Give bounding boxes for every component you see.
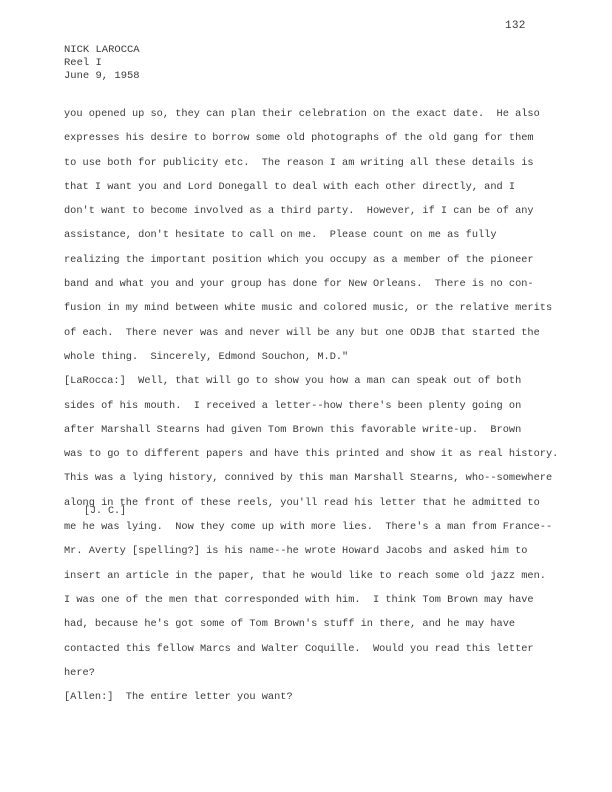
transcript-line: sides of his mouth. I received a letter--how there's been plenty going on (64, 399, 522, 412)
transcript-line: Mr. Averty [spelling?] is his name--he wrote Howard Jacobs and asked him to (64, 545, 528, 558)
transcript-line: had, because he's got some of Tom Brown's stuff in there, and he may have (64, 618, 516, 631)
transcript-line: that I want you and Lord Donegall to deal with each other directly, and I (64, 180, 516, 193)
transcript-line: of each. There never was and never will be any but one ODJB that started the (64, 326, 540, 339)
transcript-body (64, 107, 559, 714)
transcript-line: realizing the important position which you occupy as a member of the pioneer (64, 253, 534, 266)
transcript-line: assistance, don't hesitate to call on me. Please count on me as fully (64, 229, 497, 242)
transcript-line: don't want to become involved as a third party. However, if I can be of any (64, 205, 534, 218)
transcript-line: you opened up so, they can plan their celebration on the exact date. He also (64, 108, 540, 120)
reel-label: Reel I (64, 57, 102, 69)
transcript-line: along in the front of these reels, you'll read his letter that he admitted to (64, 496, 540, 509)
transcript-line: after Marshall Stearns had given Tom Brown this favorable write-up. Brown (64, 423, 522, 436)
transcript-line: insert an article in the paper, that he would like to reach some old jazz men. (64, 569, 546, 582)
transcript-line: expresses his desire to borrow some old photographs of the old gang for them (64, 132, 534, 145)
transcript-line: fusion in my mind between white music and colored music, or the relative merits (64, 302, 553, 315)
transcript-line: to use both for publicity etc. The reason I am writing all these details is (64, 156, 534, 169)
transcript-line: This was a lying history, connived by this man Marshall Stearns, who--somewhere (64, 472, 553, 485)
transcript-line: was to go to different papers and have this printed and show it as real history. (64, 448, 559, 461)
transcript-line: me he was lying. Now they come up with more lies. There's a man from France-- (64, 521, 553, 534)
transcript-line: I was one of the men that corresponded with him. I think Tom Brown may have (64, 593, 534, 606)
interviewee-name: NICK LAROCCA (64, 44, 140, 56)
transcript-line: contacted this fellow Marcs and Walter Coquille. Would you read this letter (64, 642, 534, 655)
transcript-line: [LaRocca:] Well, that will go to show you how a man can speak out of both (64, 375, 522, 388)
document-header (64, 44, 140, 83)
interview-date: June 9, 1958 (64, 70, 140, 82)
page-number: 132 (505, 20, 526, 32)
transcript-line: whole thing. Sincerely, Edmond Souchon, M.D." (64, 350, 349, 363)
transcript-line: here? (64, 666, 95, 679)
transcript-line: [Allen:] The entire letter you want? (64, 691, 293, 704)
handwritten-insert: [J. C.] (84, 506, 127, 517)
transcript-line: band and what you and your group has done for New Orleans. There is no con- (64, 278, 534, 291)
